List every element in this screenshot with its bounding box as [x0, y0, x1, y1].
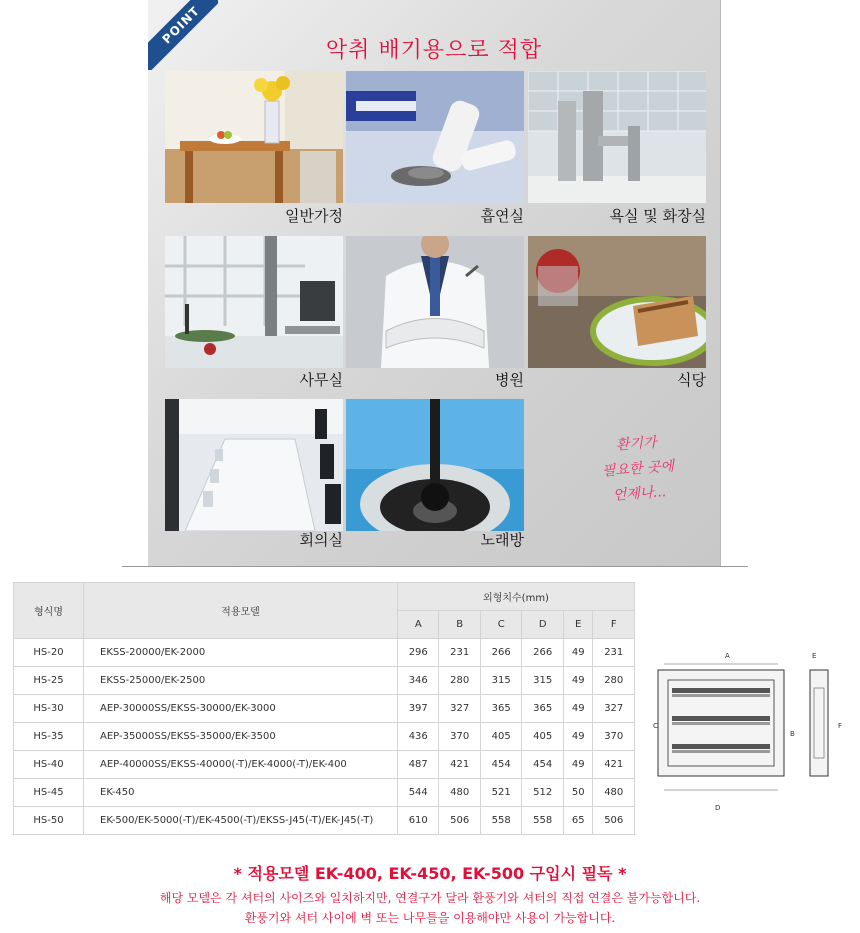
dim-label-f: F	[838, 722, 843, 730]
cell-applied-model: AEP-30000SS/EKSS-30000/EK-3000	[84, 695, 398, 723]
cell-applied-model: EKSS-25000/EK-2500	[84, 667, 398, 695]
cell-dim-e: 49	[563, 723, 593, 751]
tile-meeting-room-photo	[165, 399, 343, 531]
cell-dim-e: 49	[563, 751, 593, 779]
cell-model: HS-50	[14, 807, 84, 835]
cell-dim-d: 558	[522, 807, 563, 835]
tile-home-photo	[165, 71, 343, 203]
cell-dim-f: 280	[593, 667, 635, 695]
cell-dim-f: 421	[593, 751, 635, 779]
cell-dim-a: 487	[398, 751, 439, 779]
tile-bathroom-photo	[528, 71, 706, 203]
dim-label-d: D	[715, 804, 721, 812]
cell-dim-d: 365	[522, 695, 563, 723]
cell-dim-a: 346	[398, 667, 439, 695]
cell-dim-c: 405	[480, 723, 521, 751]
cell-applied-model: AEP-35000SS/EKSS-35000/EK-3500	[84, 723, 398, 751]
cell-dim-e: 49	[563, 639, 593, 667]
cell-model: HS-20	[14, 639, 84, 667]
dim-label-e: E	[812, 652, 817, 660]
panel-divider	[122, 566, 748, 567]
header-dim-b: B	[439, 611, 480, 639]
cell-dim-c: 315	[480, 667, 521, 695]
caption-office: 사무실	[299, 371, 343, 389]
dim-label-a: A	[725, 652, 730, 660]
header-model: 형식명	[14, 583, 84, 639]
caption-meeting-room: 회의실	[299, 531, 343, 549]
cell-dim-c: 266	[480, 639, 521, 667]
table-row	[14, 807, 635, 835]
table-row	[14, 779, 635, 807]
cell-dim-f: 506	[593, 807, 635, 835]
tile-office-photo	[165, 236, 343, 368]
cell-dim-f: 327	[593, 695, 635, 723]
header-dimensions: 외형치수(mm)	[398, 583, 635, 611]
spec-table	[13, 582, 635, 835]
cell-dim-b: 370	[439, 723, 480, 751]
cell-dim-c: 454	[480, 751, 521, 779]
table-row	[14, 695, 635, 723]
notice-title: * 적용모델 EK-400, EK-450, EK-500 구입시 필독 *	[233, 864, 627, 883]
cell-dim-f: 231	[593, 639, 635, 667]
cell-dim-b: 231	[439, 639, 480, 667]
header-dim-d: D	[522, 611, 563, 639]
cell-dim-e: 50	[563, 779, 593, 807]
cell-dim-d: 512	[522, 779, 563, 807]
cell-dim-a: 397	[398, 695, 439, 723]
caption-hospital: 병원	[495, 371, 524, 389]
header-applied-model: 적용모델	[84, 583, 398, 639]
cell-dim-a: 610	[398, 807, 439, 835]
cell-dim-c: 365	[480, 695, 521, 723]
cell-dim-e: 49	[563, 667, 593, 695]
dimension-diagram	[650, 648, 850, 818]
cell-dim-a: 436	[398, 723, 439, 751]
panel-headline: 악취 배기용으로 적합	[325, 38, 543, 63]
cell-model: HS-45	[14, 779, 84, 807]
caption-restaurant: 식당	[677, 371, 706, 389]
cell-model: HS-25	[14, 667, 84, 695]
cell-model: HS-35	[14, 723, 84, 751]
cell-dim-d: 454	[522, 751, 563, 779]
cell-applied-model: EK-500/EK-5000(-T)/EK-4500(-T)/EKSS-J45(-T)/EK-J45(-T)	[84, 807, 398, 835]
spec-table-body	[14, 639, 635, 835]
caption-karaoke: 노래방	[480, 531, 524, 549]
notice-line-1: 해당 모델은 각 셔터의 사이즈와 일치하지만, 연결구가 달라 환풍기와 셔터의 직접 연결은 불가능합니다.	[159, 891, 701, 905]
table-row	[14, 751, 635, 779]
cell-model: HS-30	[14, 695, 84, 723]
dim-label-b: B	[790, 730, 795, 738]
cell-applied-model: AEP-40000SS/EKSS-40000(-T)/EK-4000(-T)/EK-400	[84, 751, 398, 779]
cell-dim-f: 370	[593, 723, 635, 751]
header-dim-a: A	[398, 611, 439, 639]
header-dim-e: E	[563, 611, 593, 639]
header-dim-c: C	[480, 611, 521, 639]
table-row	[14, 723, 635, 751]
handwritten-note: 환기가 필요한 곳에 언제나...	[601, 434, 675, 504]
cell-dim-b: 327	[439, 695, 480, 723]
tile-karaoke-photo	[346, 399, 524, 531]
cell-dim-a: 296	[398, 639, 439, 667]
cell-dim-e: 49	[563, 695, 593, 723]
cell-dim-c: 558	[480, 807, 521, 835]
caption-smoking-room: 흡연실	[480, 207, 524, 225]
cell-applied-model: EKSS-20000/EK-2000	[84, 639, 398, 667]
table-row	[14, 667, 635, 695]
caption-home: 일반가정	[285, 207, 343, 225]
tile-hospital-photo	[346, 236, 524, 368]
tile-smoking-photo	[346, 71, 524, 203]
cell-dim-f: 480	[593, 779, 635, 807]
point-panel	[148, 0, 721, 566]
cell-dim-a: 544	[398, 779, 439, 807]
cell-dim-b: 280	[439, 667, 480, 695]
cell-dim-e: 65	[563, 807, 593, 835]
cell-dim-d: 405	[522, 723, 563, 751]
tile-restaurant-photo	[528, 236, 706, 368]
dim-label-c: C	[653, 722, 658, 730]
caption-bathroom: 욕실 및 화장실	[609, 207, 706, 225]
cell-dim-b: 421	[439, 751, 480, 779]
header-dim-f: F	[593, 611, 635, 639]
cell-model: HS-40	[14, 751, 84, 779]
cell-dim-b: 506	[439, 807, 480, 835]
cell-dim-c: 521	[480, 779, 521, 807]
cell-dim-d: 315	[522, 667, 563, 695]
cell-applied-model: EK-450	[84, 779, 398, 807]
table-row	[14, 639, 635, 667]
cell-dim-b: 480	[439, 779, 480, 807]
cell-dim-d: 266	[522, 639, 563, 667]
point-badge: POINT	[148, 0, 218, 70]
notice-line-2: 환풍기와 셔터 사이에 벽 또는 나무틀을 이용해야만 사용이 가능합니다.	[244, 911, 616, 925]
